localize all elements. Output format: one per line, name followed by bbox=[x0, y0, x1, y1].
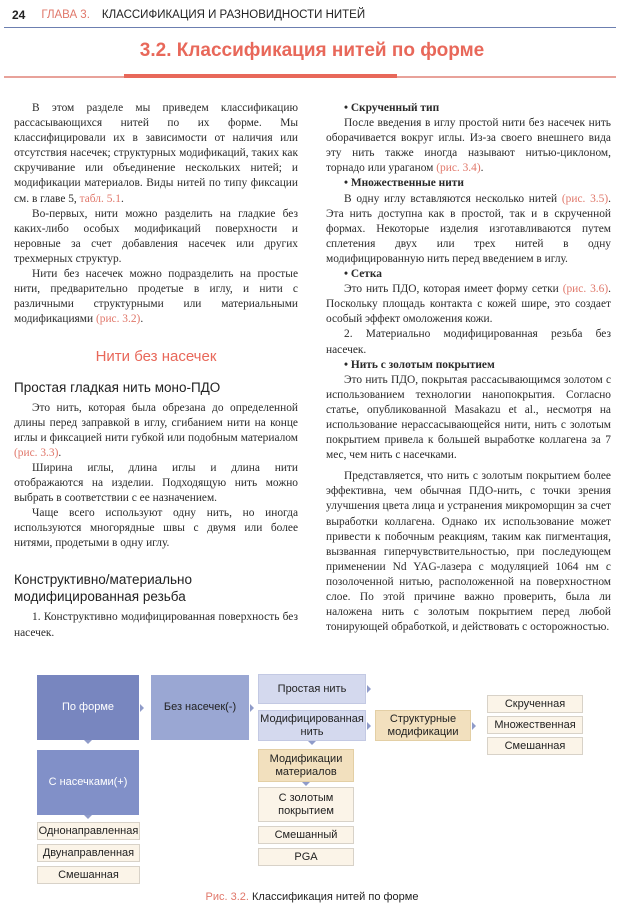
chapter-title: КЛАССИФИКАЦИЯ И РАЗНОВИДНОСТИ НИТЕЙ bbox=[101, 9, 366, 21]
node-mixed-material: Смешанный bbox=[258, 826, 354, 844]
node-bidirectional: Двунаправленная bbox=[37, 844, 140, 862]
right-column bbox=[326, 101, 611, 635]
node-root: По форме bbox=[37, 675, 139, 740]
figure-reference-link[interactable]: (рис. 3.2) bbox=[95, 313, 141, 326]
subheading: Простая гладкая нить моно-ПДО bbox=[14, 379, 221, 395]
bullet-heading: • Скрученный тип bbox=[344, 102, 440, 114]
arrow-down-icon bbox=[84, 740, 92, 744]
paragraph: Нити без насечек можно подразделить на простые нити, предварительно продетые в иглу, и нити с различными структурными или материальными модификациями (рис. 3.2). bbox=[14, 268, 298, 326]
running-header bbox=[12, 4, 612, 26]
figure-reference-link[interactable]: (рис. 3.5) bbox=[561, 192, 609, 205]
paragraph: Это нить ПДО, которая имеет форму сетки (рис. 3.6). Поскольку площадь контакта с кожей шире, это создает особый эффект омоложения кожи. bbox=[326, 283, 611, 326]
node-mixed-barbs: Смешанная bbox=[37, 866, 140, 884]
figure-caption-text: Классификация нитей по форме bbox=[248, 891, 419, 903]
paragraph: Во-первых, нити можно разделить на гладкие без каких-либо особых модификаций поверхности и неровные за счет добавления насечек или других трехмерных структур. bbox=[14, 207, 298, 265]
arrow-down-icon bbox=[84, 815, 92, 819]
page-number: 24 bbox=[12, 8, 26, 22]
node-with-barbs: С насечками(+) bbox=[37, 750, 139, 815]
chapter-label: ГЛАВА 3. bbox=[41, 9, 90, 21]
subsection-heading: Нити без насечек bbox=[95, 348, 217, 366]
paragraph: Ширина иглы, длина иглы и длина нити отображаются на изделии. Подходящую нить можно выбрать в соответствии с ее назначением. bbox=[14, 461, 298, 505]
arrow-down-icon bbox=[302, 782, 310, 786]
paragraph: Представляется, что нить с золотым покрытием более эффективна, чем обычная ПДО-нить, с точки зрения улучшения цвета лица и устранения микроморщин за счет выработки коллагена. Однако их использование может привести к побочным реакциям, таким как пигментация, вызванная гиперчувствительностью, при последующем применении Nd YAG-лазера с модуляцией 1064 нм с позолоченной нитью, расположенной на поверхностном слое. По этой причине важно проверить, была ли наложена нить с золотым покрытием перед любой тонирующей обработкой, и действовать с осторожностью. bbox=[326, 470, 611, 634]
paragraph: Это нить ПДО, покрытая рассасывающимся золотом с использованием технологии нанопокрытия. Согласно статье, опубликованной Masakazu et al., несмотря на использование нерассасывающейся нити, нить с золотым покрытием привела к большей выработке коллагена за 7 мес, чем нить с насечками. bbox=[326, 373, 611, 462]
paragraph: В этом разделе мы приведем классификацию рассасывающихся нитей по их форме. Мы классифицировали их в зависимости от наличия или отсутствия насечек; структурных модификаций, таких как скручивание или объединение нескольких нитей; и модификации материалов. Виды нитей по типу фиксации см. в главе 5, табл. 5.1. bbox=[14, 102, 298, 205]
node-twisted: Скрученная bbox=[487, 695, 583, 713]
node-pga: PGA bbox=[258, 848, 354, 866]
paragraph: Это нить, которая была обрезана до определенной длины перед заправкой в иглу, сгибанием нити на конце иглы и фиксацией нити губкой или подобным материалом (рис. 3.3). bbox=[14, 401, 298, 459]
node-gold-coated: С золотым покрытием bbox=[258, 787, 354, 822]
table-reference-link[interactable]: табл. 5.1 bbox=[79, 192, 121, 205]
bullet-heading: • Нить с золотым покрытием bbox=[344, 358, 495, 371]
arrow-right-icon bbox=[472, 722, 476, 730]
arrow-right-icon bbox=[250, 704, 254, 712]
bullet-heading: • Множественные нити bbox=[344, 177, 464, 190]
node-simple-thread: Простая нить bbox=[258, 674, 366, 704]
title-underline bbox=[124, 74, 397, 78]
figure-label: Рис. 3.2. bbox=[205, 891, 249, 903]
arrow-right-icon bbox=[140, 704, 144, 712]
node-modified-thread: Модифицированная нить bbox=[258, 710, 366, 741]
paragraph: 1. Конструктивно модифицированная поверхность без насечек. bbox=[14, 611, 298, 639]
node-material-modifications: Модификации материалов bbox=[258, 749, 354, 782]
node-no-barbs: Без насечек(-) bbox=[151, 675, 249, 740]
header-rule bbox=[4, 27, 616, 28]
arrow-right-icon bbox=[367, 685, 371, 693]
paragraph: После введения в иглу простой нити без насечек нить оборачивается вокруг иглы. Из-за своего внешнего вида эту нить также иногда называют нитью-циклоном, торнадо или ураганом (рис. 3.4). bbox=[326, 117, 611, 175]
figure-caption bbox=[0, 891, 624, 903]
section-title: 3.2. Классификация нитей по форме bbox=[139, 40, 485, 61]
paragraph: В одну иглу вставляются несколько нитей (рис. 3.5). Эта нить доступна как в простой, так и в скрученной формах. Некоторые изделия изготавливаются путем сплетения двух или трех нитей в одну модифицированную нить перед введением в иглу. bbox=[326, 192, 611, 265]
node-structural-modifications: Структурные модификации bbox=[375, 710, 471, 741]
subheading: Конструктивно/материально модифицированная резьба bbox=[14, 572, 192, 605]
arrow-down-icon bbox=[308, 741, 316, 745]
node-unidirectional: Однонаправленная bbox=[37, 822, 140, 840]
figure-reference-link[interactable]: (рис. 3.3) bbox=[14, 446, 59, 459]
figure-reference-link[interactable]: (рис. 3.6) bbox=[562, 283, 609, 296]
figure-reference-link[interactable]: (рис. 3.4) bbox=[436, 162, 481, 175]
node-mixed-structural: Смешанная bbox=[487, 737, 583, 755]
bullet-heading: • Сетка bbox=[344, 268, 382, 281]
arrow-right-icon bbox=[367, 722, 371, 730]
paragraph: Чаще всего используют одну нить, но иногда используются многорядные швы с двумя или более нитями, продетыми в одну иглу. bbox=[14, 507, 298, 550]
left-column bbox=[14, 101, 298, 641]
classification-diagram bbox=[0, 660, 624, 885]
paragraph: 2. Материально модифицированная резьба без насечек. bbox=[326, 328, 611, 356]
node-multiple: Множественная bbox=[487, 716, 583, 734]
